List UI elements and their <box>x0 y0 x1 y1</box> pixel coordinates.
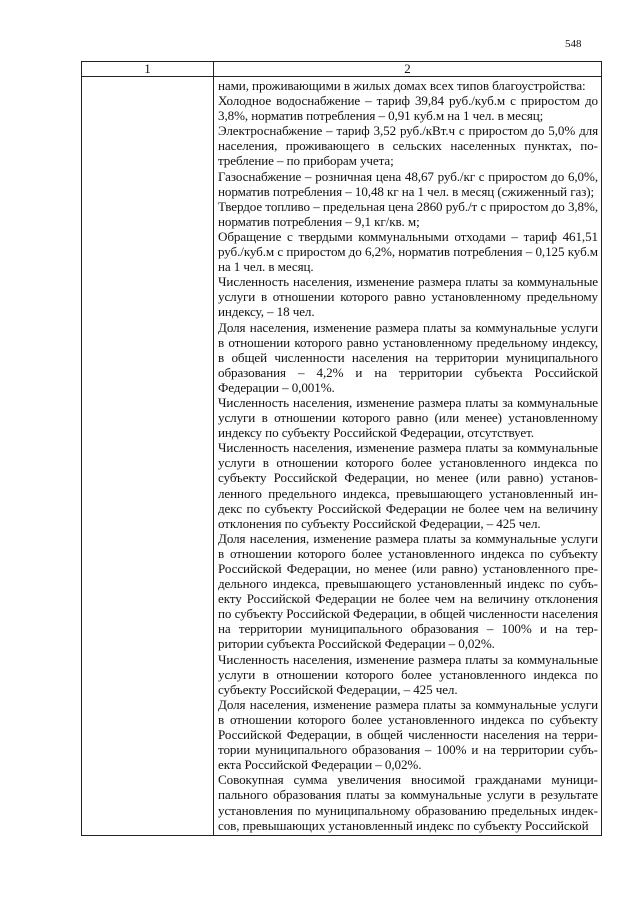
paragraph: Численность населения, изменение размера платы за коммунальные услуги в отношении которого более установленного индекса по субъекту Российской Федерации, – 425 чел. <box>218 651 598 697</box>
paragraph: Доля населения, изменение размера платы за коммунальные услуги в отношении которого равно установленному предельному индексу, в общей численности населения на территории муниципального образования – 4,2% и на территории субъекта Российской Федерации – 0,001%. <box>218 319 598 395</box>
document-table <box>81 61 602 836</box>
column-2-cell <box>214 77 602 836</box>
paragraph: Электроснабжение – тариф 3,52 руб./кВт.ч с приростом до 5,0% для населения, проживающего в сельских населенных пунктах, потребление – по приборам учета; <box>218 123 598 169</box>
paragraph: Доля населения, изменение размера платы за коммунальные услуги в отношении которого более установленного индекса по субъекту Российской Федерации, но менее (или равно) установленного предельного индекса, превышающего установленный индекс по субъекту Российской Федерации не более чем на величину отклонения по субъекту Российской Федерации, в общей численности населения на территории муниципального образования – 100% и на территории субъекта Российской Федерации – 0,02%. <box>218 530 598 652</box>
paragraph: Численность населения, изменение размера платы за коммунальные услуги в отношении которого более установленного индекса по субъекту Российской Федерации, но менее (или равно) установленного предельного индекса, превышающего установленный индекс по субъекту Российской Федерации не более чем на величину отклонения по субъекту Российской Федерации, – 425 чел. <box>218 440 598 531</box>
column-1-cell <box>82 77 214 836</box>
page-number: 548 <box>565 38 582 50</box>
table-row <box>82 77 602 836</box>
paragraph: Холодное водоснабжение – тариф 39,84 руб./куб.м с приростом до 3,8%, норматив потребления – 0,91 куб.м на 1 чел. в месяц; <box>218 93 598 124</box>
paragraph: Газоснабжение – розничная цена 48,67 руб./кг с приростом до 6,0%, норматив потребления – 10,48 кг на 1 чел. в месяц (сжиженный газ); <box>218 168 598 199</box>
paragraph: Совокупная сумма увеличения вносимой гражданами муниципального образования платы за коммунальные услуги в результате установления по муниципальному образованию предельных индексов, превышающих установленный индекс по субъекту Российской <box>218 772 598 833</box>
paragraph: Численность населения, изменение размера платы за коммунальные услуги в отношении которого равно (или менее) установленному индексу по субъекту Российской Федерации, отсутствует. <box>218 394 598 441</box>
column-header-2: 2 <box>214 62 602 77</box>
paragraph: Доля населения, изменение размера платы за коммунальные услуги в отношении которого более установленного индекса по субъекту Российской Федерации, в общей численности населения на территории муниципального образования – 100% и на территории субъекта Российской Федерации – 0,02%. <box>218 696 598 773</box>
paragraph: Твердое топливо – предельная цена 2860 руб./т с приростом до 3,8%, норматив потребления – 9,1 кг/кв. м; <box>218 198 598 229</box>
table-header-row <box>82 62 602 77</box>
column-header-1: 1 <box>82 62 214 77</box>
paragraph: нами, проживающими в жилых домах всех типов благоустройства: <box>218 78 586 93</box>
paragraph: Численность населения, изменение размера платы за коммунальные услуги в отношении которого равно установленному предельному индексу, – 18 чел. <box>218 274 598 320</box>
paragraph: Обращение с твердыми коммунальными отходами – тариф 461,51 руб./куб.м с приростом до 6,2%, норматив потребления – 0,125 куб.м на 1 чел. в месяц. <box>218 228 598 275</box>
